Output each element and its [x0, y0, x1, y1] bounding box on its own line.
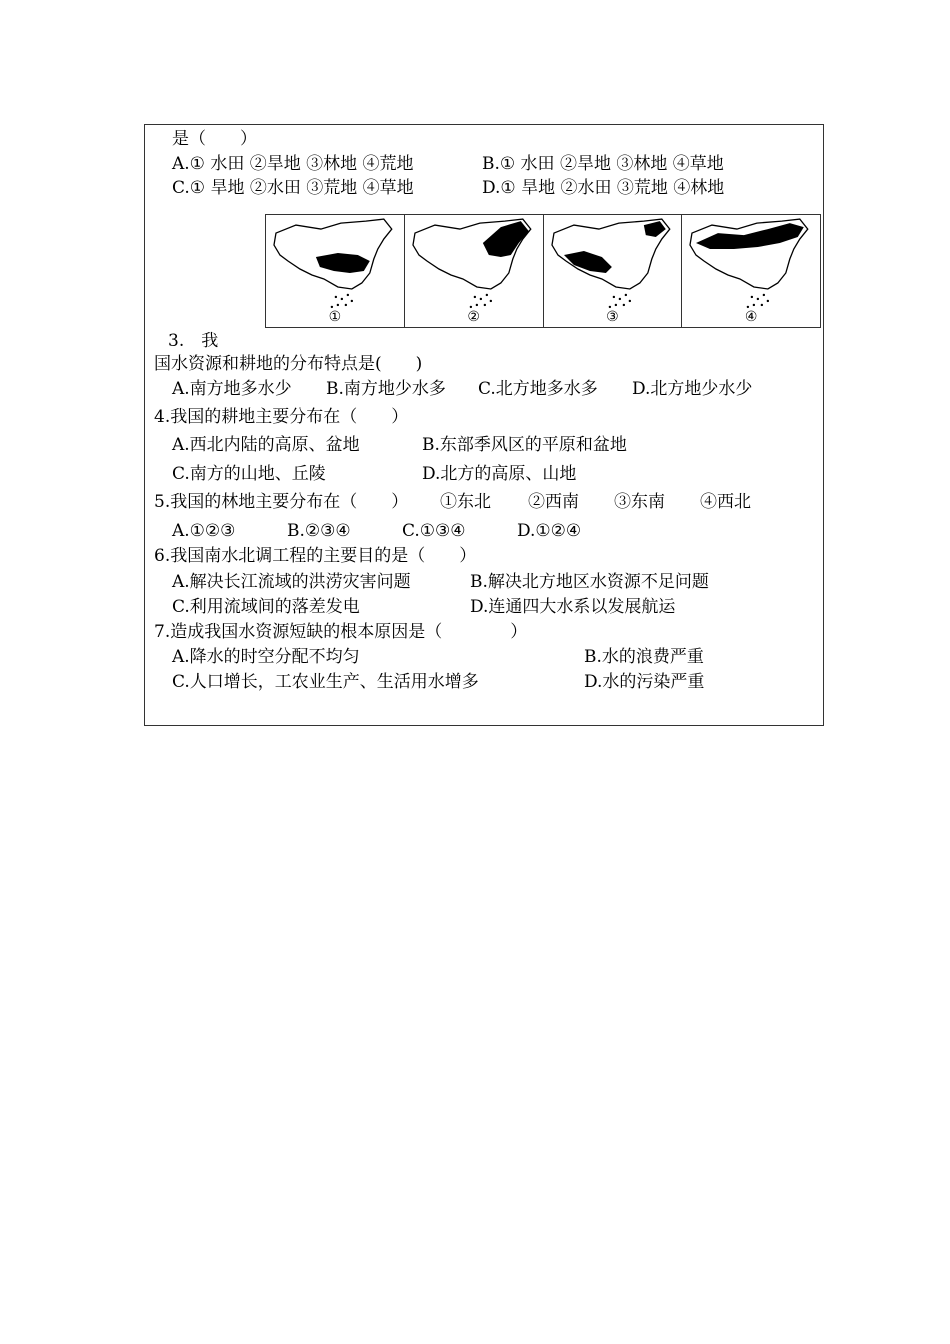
q3-option-c: C.北方地多水多	[478, 379, 598, 399]
q5-option-c: C.①③④	[402, 521, 466, 541]
q3-stem: 国水资源和耕地的分布特点是( )	[154, 354, 423, 374]
map-label-4: ④	[744, 309, 758, 325]
q2-stem-tail: 是（ ）	[172, 129, 257, 149]
q4-option-c: C.南方的山地、丘陵	[172, 464, 326, 484]
q3-option-b: B.南方地少水多	[326, 379, 446, 399]
q4-option-b: B.东部季风区的平原和盆地	[422, 435, 627, 455]
q7-stem: 7.造成我国水资源短缺的根本原因是（ ）	[154, 622, 528, 642]
q2-option-d: D.① 旱地 ②水田 ③荒地 ④林地	[482, 178, 725, 198]
q3-number: 3. 我	[168, 331, 219, 351]
q6-option-c: C.利用流域间的落差发电	[172, 597, 360, 617]
q7-option-a: A.降水的时空分配不均匀	[172, 647, 360, 667]
q5-choice-4: ④西北	[700, 492, 751, 512]
q4-stem: 4.我国的耕地主要分布在（ ）	[154, 407, 409, 427]
q2-option-b: B.① 水田 ②旱地 ③林地 ④草地	[482, 154, 724, 174]
q3-option-a: A.南方地多水少	[172, 379, 292, 399]
q5-option-d: D.①②④	[517, 521, 582, 541]
map-label-2: ②	[467, 309, 480, 325]
q5-choice-3: ③东南	[614, 492, 665, 512]
q4-option-d: D.北方的高原、山地	[422, 464, 577, 484]
land-use-maps	[265, 214, 821, 328]
map-2	[405, 215, 544, 327]
map-label-1: ①	[328, 309, 342, 325]
q6-option-d: D.连通四大水系以发展航运	[470, 597, 676, 617]
map-4	[682, 215, 820, 327]
q5-option-b: B.②③④	[287, 521, 351, 541]
q7-option-b: B.水的浪费严重	[584, 647, 704, 667]
q3-option-d: D.北方地少水少	[632, 379, 753, 399]
q5-option-a: A.①②③	[172, 521, 236, 541]
q5-choice-2: ②西南	[528, 492, 579, 512]
q2-option-c: C.① 旱地 ②水田 ③荒地 ④草地	[172, 178, 414, 198]
q6-stem: 6.我国南水北调工程的主要目的是（ ）	[154, 546, 477, 566]
q5-stem: 5.我国的林地主要分布在（ ）	[154, 492, 409, 512]
map-label-3: ③	[606, 309, 619, 325]
q7-option-d: D.水的污染严重	[584, 672, 705, 692]
map-1	[266, 215, 405, 327]
q4-option-a: A.西北内陆的高原、盆地	[172, 435, 360, 455]
q6-option-a: A.解决长江流域的洪涝灾害问题	[172, 572, 411, 592]
q5-choice-1: ①东北	[440, 492, 491, 512]
q6-option-b: B.解决北方地区水资源不足问题	[470, 572, 709, 592]
map-3	[544, 215, 683, 327]
q2-option-a: A.① 水田 ②旱地 ③林地 ④荒地	[172, 154, 414, 174]
q7-option-c: C.人口增长，工农业生产、生活用水增多	[172, 672, 479, 692]
